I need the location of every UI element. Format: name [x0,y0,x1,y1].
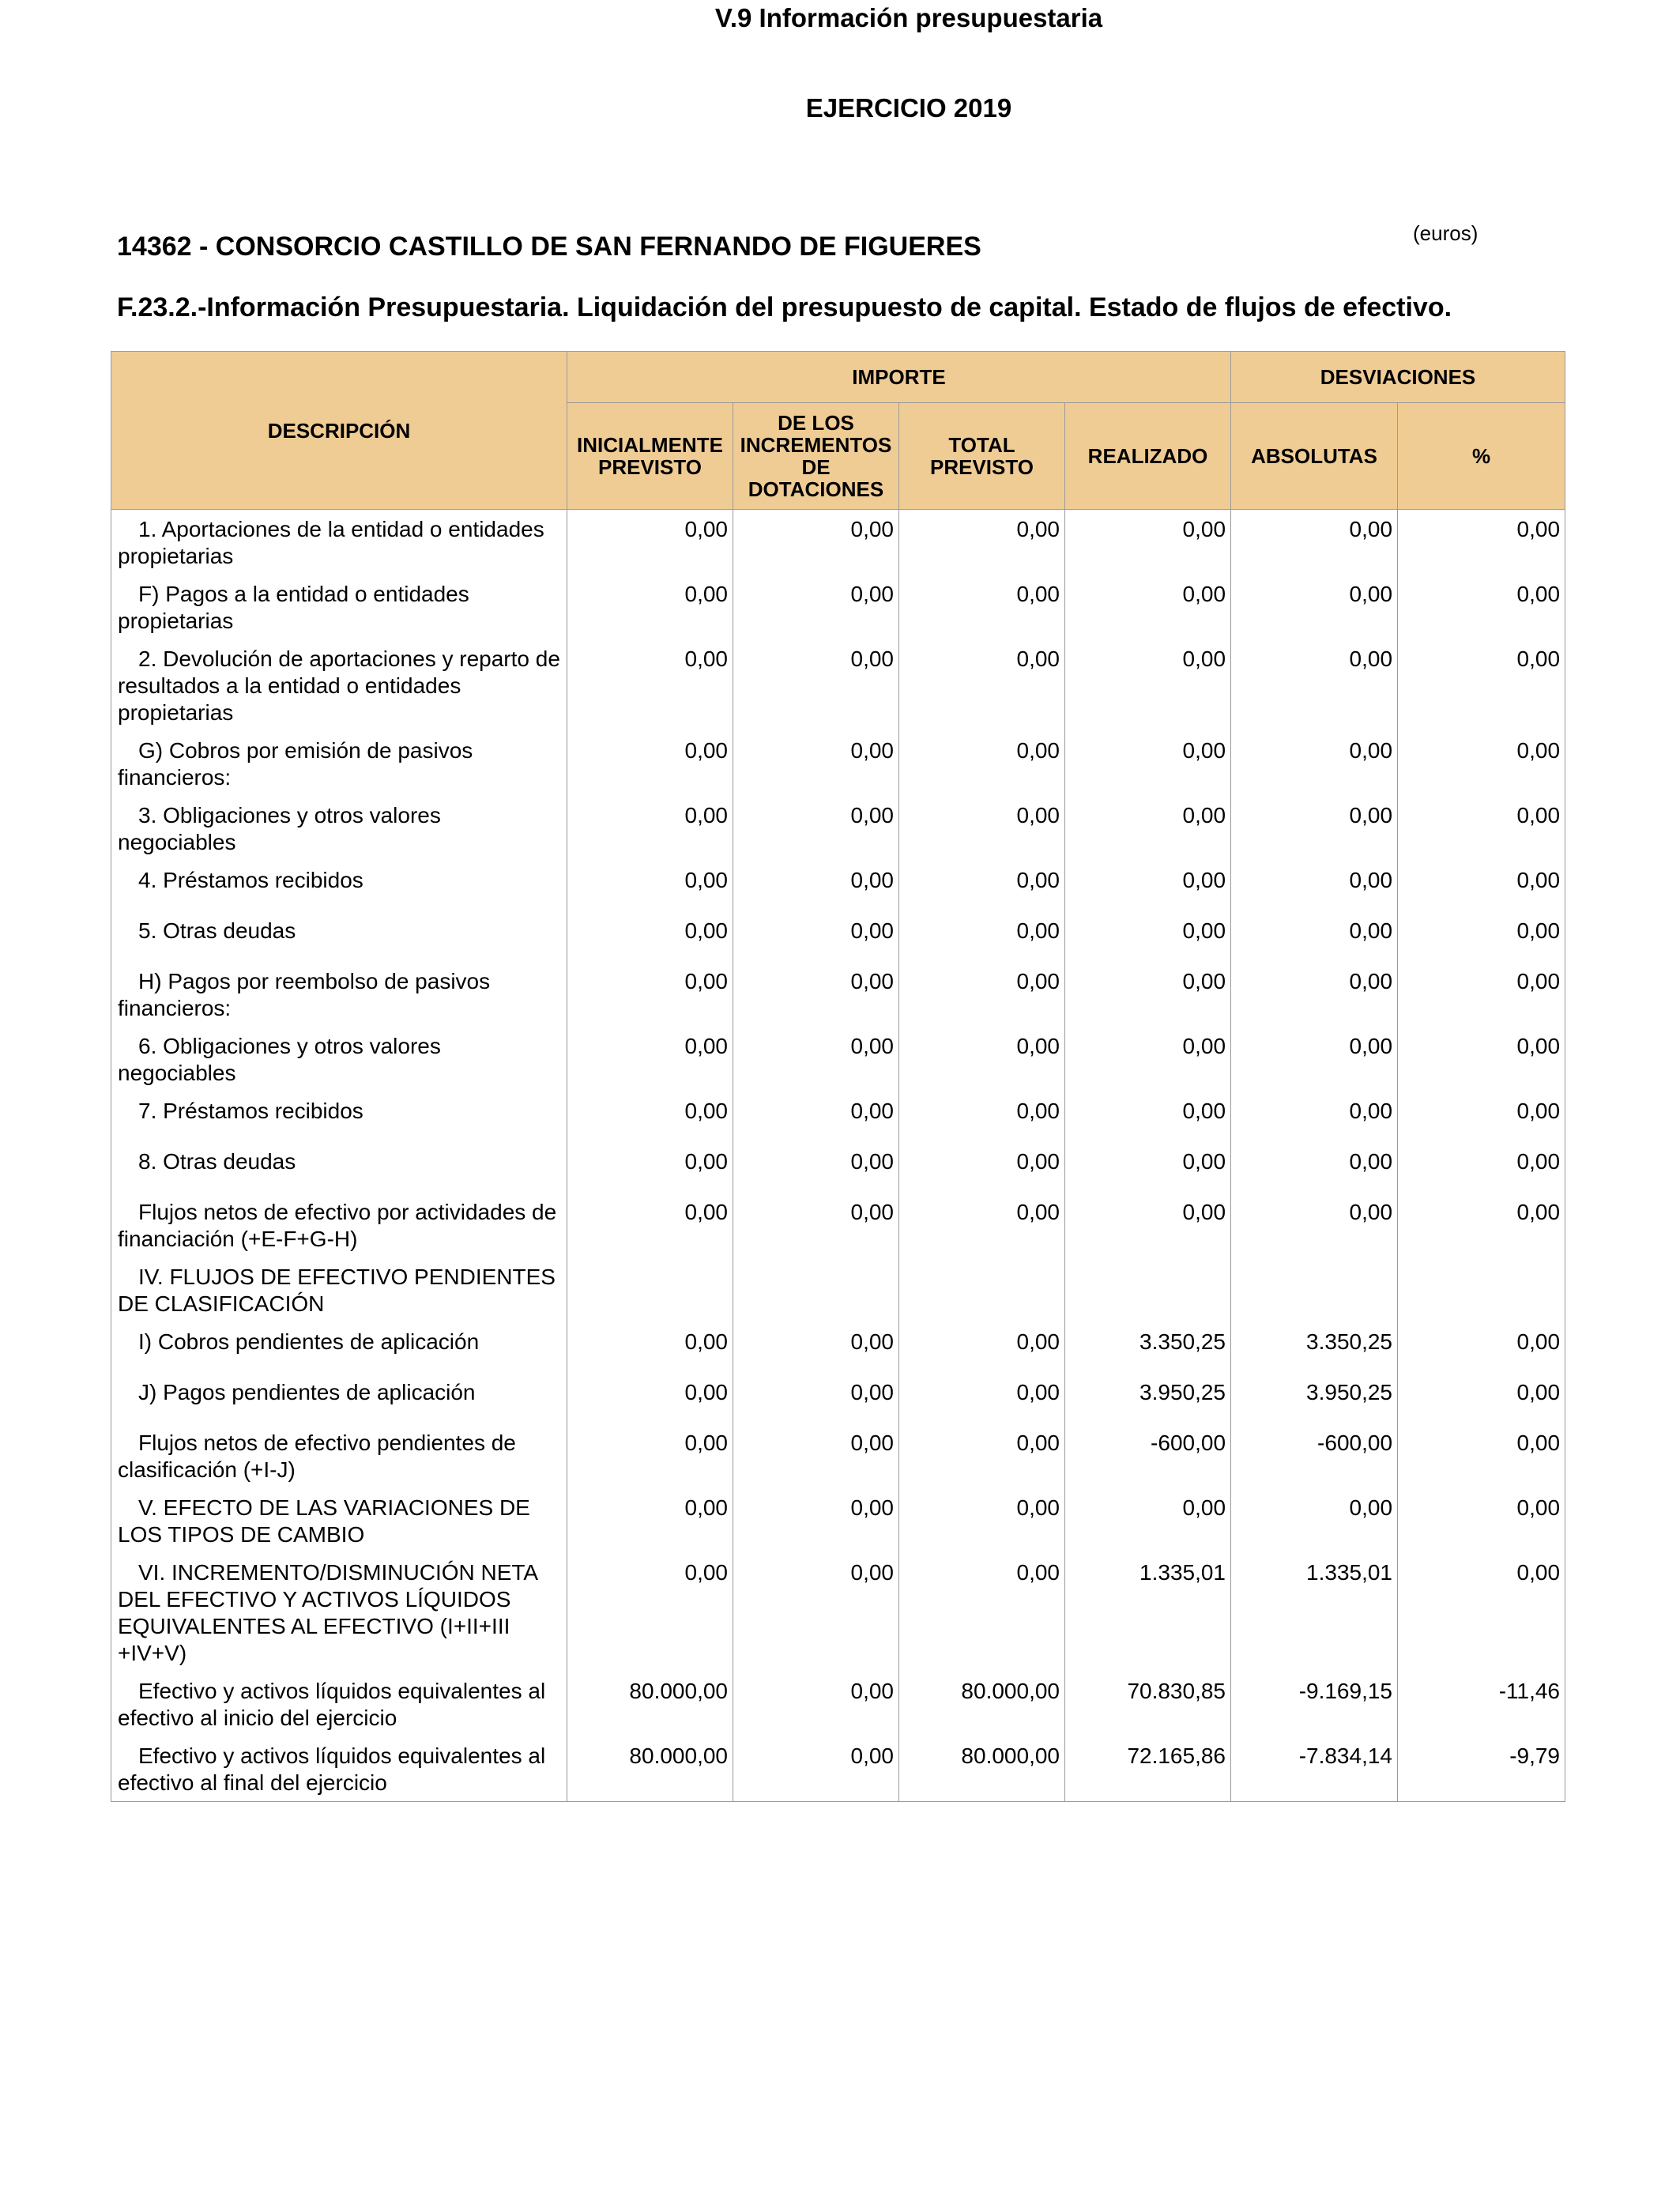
row-value: 0,00 [567,1373,733,1423]
table-row [111,1193,1565,1257]
row-value: 0,00 [733,1193,899,1257]
table-row [111,1423,1565,1488]
table-row [111,1672,1565,1736]
row-value: 0,00 [1398,1553,1565,1672]
cash-flow-table [111,351,1565,1802]
row-value: 80.000,00 [567,1672,733,1736]
row-description: 7. Préstamos recibidos [111,1091,567,1142]
row-value: 0,00 [567,1553,733,1672]
row-value: 0,00 [1231,1488,1398,1553]
row-value: -11,46 [1398,1672,1565,1736]
row-value: 0,00 [1231,731,1398,796]
row-description: 8. Otras deudas [111,1142,567,1193]
table-row [111,1322,1565,1373]
header-percent: % [1398,403,1565,510]
row-description: 5. Otras deudas [111,911,567,962]
row-value: 0,00 [733,1488,899,1553]
row-value: 0,00 [1398,1423,1565,1488]
row-value: 0,00 [567,639,733,731]
row-value: 0,00 [733,1672,899,1736]
row-value: 3.950,25 [1065,1373,1231,1423]
row-value: 0,00 [567,1423,733,1488]
row-value: 0,00 [567,962,733,1027]
row-value: 0,00 [1231,1091,1398,1142]
table-row [111,639,1565,731]
row-value: 0,00 [899,639,1065,731]
row-value: 0,00 [1231,1142,1398,1193]
table-row [111,861,1565,911]
row-value: 0,00 [567,1027,733,1091]
row-value: 0,00 [1231,510,1398,575]
row-value: 0,00 [899,731,1065,796]
row-value: 0,00 [1231,575,1398,639]
row-value: 0,00 [1065,911,1231,962]
row-description: IV. FLUJOS DE EFECTIVO PENDIENTES DE CLASIFICACIÓN [111,1257,567,1322]
row-value: 80.000,00 [899,1736,1065,1802]
row-value: 0,00 [1398,962,1565,1027]
row-value: 0,00 [733,796,899,861]
row-value: 0,00 [733,1553,899,1672]
units-label: (euros) [1413,221,1478,245]
table-row [111,1091,1565,1142]
table-row [111,1027,1565,1091]
row-value [1398,1257,1565,1322]
row-value: 0,00 [567,1322,733,1373]
table-body [111,510,1565,1802]
header-incrementos-dotaciones: DE LOS INCREMENTOS DE DOTACIONES [733,403,899,510]
header-importe: IMPORTE [567,352,1231,403]
table-row [111,796,1565,861]
row-description: Flujos netos de efectivo por actividades de financiación (+E-F+G-H) [111,1193,567,1257]
row-value: 0,00 [1398,1142,1565,1193]
row-description: H) Pagos por reembolso de pasivos financieros: [111,962,567,1027]
row-value: 0,00 [899,1373,1065,1423]
row-value: 0,00 [1398,639,1565,731]
row-value: 0,00 [899,1423,1065,1488]
row-value: 3.950,25 [1231,1373,1398,1423]
statement-subtitle: F.23.2.-Información Presupuestaria. Liquidación del presupuesto de capital. Estado de flujos de efectivo. [117,292,1452,322]
row-value: 0,00 [733,1091,899,1142]
row-value: 0,00 [567,1488,733,1553]
row-value [567,1257,733,1322]
header-description: DESCRIPCIÓN [111,352,567,510]
row-value: -9.169,15 [1231,1672,1398,1736]
row-value: 0,00 [1231,861,1398,911]
row-value: 0,00 [1065,861,1231,911]
header-desviaciones: DESVIACIONES [1231,352,1565,403]
row-value [899,1257,1065,1322]
row-value: 0,00 [567,575,733,639]
row-value: 0,00 [733,1322,899,1373]
row-description: VI. INCREMENTO/DISMINUCIÓN NETA DEL EFECTIVO Y ACTIVOS LÍQUIDOS EQUIVALENTES AL EFECTIVO (I+II+III +IV+V) [111,1553,567,1672]
row-value: 0,00 [733,962,899,1027]
table-row [111,731,1565,796]
row-value: 0,00 [1398,1373,1565,1423]
row-description: G) Cobros por emisión de pasivos financieros: [111,731,567,796]
row-value: 0,00 [733,1373,899,1423]
row-value: 0,00 [733,731,899,796]
row-value: 0,00 [733,575,899,639]
row-value: 1.335,01 [1065,1553,1231,1672]
row-value: 0,00 [1065,962,1231,1027]
row-value: 0,00 [1231,1027,1398,1091]
table-row [111,1142,1565,1193]
row-value: 0,00 [733,861,899,911]
row-value: -9,79 [1398,1736,1565,1802]
row-value: -7.834,14 [1231,1736,1398,1802]
table-row [111,575,1565,639]
row-description: J) Pagos pendientes de aplicación [111,1373,567,1423]
row-value: 0,00 [733,911,899,962]
row-value: 0,00 [1065,1193,1231,1257]
row-description: Efectivo y activos líquidos equivalentes al efectivo al final del ejercicio [111,1736,567,1802]
header-inicialmente-previsto: INICIALMENTE PREVISTO [567,403,733,510]
row-value: 0,00 [733,1027,899,1091]
row-value: 70.830,85 [1065,1672,1231,1736]
row-value: 0,00 [567,796,733,861]
row-value: 0,00 [1065,639,1231,731]
row-value: 0,00 [899,1553,1065,1672]
table-row [111,911,1565,962]
row-value: 0,00 [567,510,733,575]
table-row [111,1373,1565,1423]
table-row [111,962,1565,1027]
row-value [1231,1257,1398,1322]
row-value: 0,00 [899,1488,1065,1553]
table-row [111,1257,1565,1322]
row-value: 0,00 [899,1322,1065,1373]
row-value: -600,00 [1065,1423,1231,1488]
row-value: 0,00 [899,962,1065,1027]
row-value: 0,00 [1231,796,1398,861]
row-value: 0,00 [1398,1322,1565,1373]
row-value: 80.000,00 [567,1736,733,1802]
row-value: 80.000,00 [899,1672,1065,1736]
row-description: Efectivo y activos líquidos equivalentes al efectivo al inicio del ejercicio [111,1672,567,1736]
row-value: 0,00 [1398,1488,1565,1553]
row-description: Flujos netos de efectivo pendientes de clasificación (+I-J) [111,1423,567,1488]
row-value: 0,00 [1398,911,1565,962]
header-absolutas: ABSOLUTAS [1231,403,1398,510]
row-value: 0,00 [1065,1027,1231,1091]
row-value: 0,00 [1398,1091,1565,1142]
table-row [111,510,1565,575]
row-value: 0,00 [1398,1193,1565,1257]
row-value: 0,00 [1231,639,1398,731]
row-value: 0,00 [1398,731,1565,796]
row-value: 0,00 [567,911,733,962]
row-value: 0,00 [899,1091,1065,1142]
row-value: 0,00 [1065,575,1231,639]
row-value: 0,00 [1398,1027,1565,1091]
row-value [1065,1257,1231,1322]
row-value: 72.165,86 [1065,1736,1231,1802]
row-value: 0,00 [1231,962,1398,1027]
row-value: 0,00 [733,1736,899,1802]
table-row [111,1488,1565,1553]
row-value: 0,00 [1231,911,1398,962]
row-description: 1. Aportaciones de la entidad o entidades propietarias [111,510,567,575]
row-value: 0,00 [567,1091,733,1142]
row-value: 0,00 [1065,796,1231,861]
table-row [111,1736,1565,1802]
row-value: 0,00 [733,639,899,731]
row-value: 0,00 [1065,1488,1231,1553]
row-value: 0,00 [1065,1091,1231,1142]
row-value: 0,00 [1231,1193,1398,1257]
row-value: 0,00 [1065,510,1231,575]
page-title: V.9 Información presupuestaria [714,3,1103,32]
row-value: 1.335,01 [1231,1553,1398,1672]
row-value: -600,00 [1231,1423,1398,1488]
row-value [733,1257,899,1322]
row-value: 0,00 [567,861,733,911]
row-description: F) Pagos a la entidad o entidades propietarias [111,575,567,639]
exercise-year: EJERCICIO 2019 [805,93,1012,123]
row-value: 0,00 [1398,861,1565,911]
header-realizado: REALIZADO [1065,403,1231,510]
row-description: 3. Obligaciones y otros valores negociables [111,796,567,861]
row-value: 0,00 [899,1142,1065,1193]
row-value: 3.350,25 [1231,1322,1398,1373]
row-value: 0,00 [733,510,899,575]
row-value: 0,00 [1398,796,1565,861]
row-description: 6. Obligaciones y otros valores negociables [111,1027,567,1091]
row-value: 0,00 [1398,510,1565,575]
row-description: 4. Préstamos recibidos [111,861,567,911]
row-value: 0,00 [899,510,1065,575]
row-value: 0,00 [899,911,1065,962]
row-value: 0,00 [567,1193,733,1257]
row-value: 0,00 [733,1423,899,1488]
row-value: 0,00 [899,1027,1065,1091]
row-value: 0,00 [899,861,1065,911]
row-value: 0,00 [1065,1142,1231,1193]
row-description: I) Cobros pendientes de aplicación [111,1322,567,1373]
table-row [111,1553,1565,1672]
row-value: 0,00 [567,731,733,796]
row-value: 0,00 [899,1193,1065,1257]
row-description: V. EFECTO DE LAS VARIACIONES DE LOS TIPOS DE CAMBIO [111,1488,567,1553]
row-value: 0,00 [1065,731,1231,796]
row-value: 0,00 [567,1142,733,1193]
row-value: 3.350,25 [1065,1322,1231,1373]
row-value: 0,00 [899,575,1065,639]
header-total-previsto: TOTAL PREVISTO [899,403,1065,510]
row-description: 2. Devolución de aportaciones y reparto de resultados a la entidad o entidades propietarias [111,639,567,731]
row-value: 0,00 [1398,575,1565,639]
row-value: 0,00 [733,1142,899,1193]
row-value: 0,00 [899,796,1065,861]
entity-title: 14362 - CONSORCIO CASTILLO DE SAN FERNANDO DE FIGUERES [117,232,981,262]
